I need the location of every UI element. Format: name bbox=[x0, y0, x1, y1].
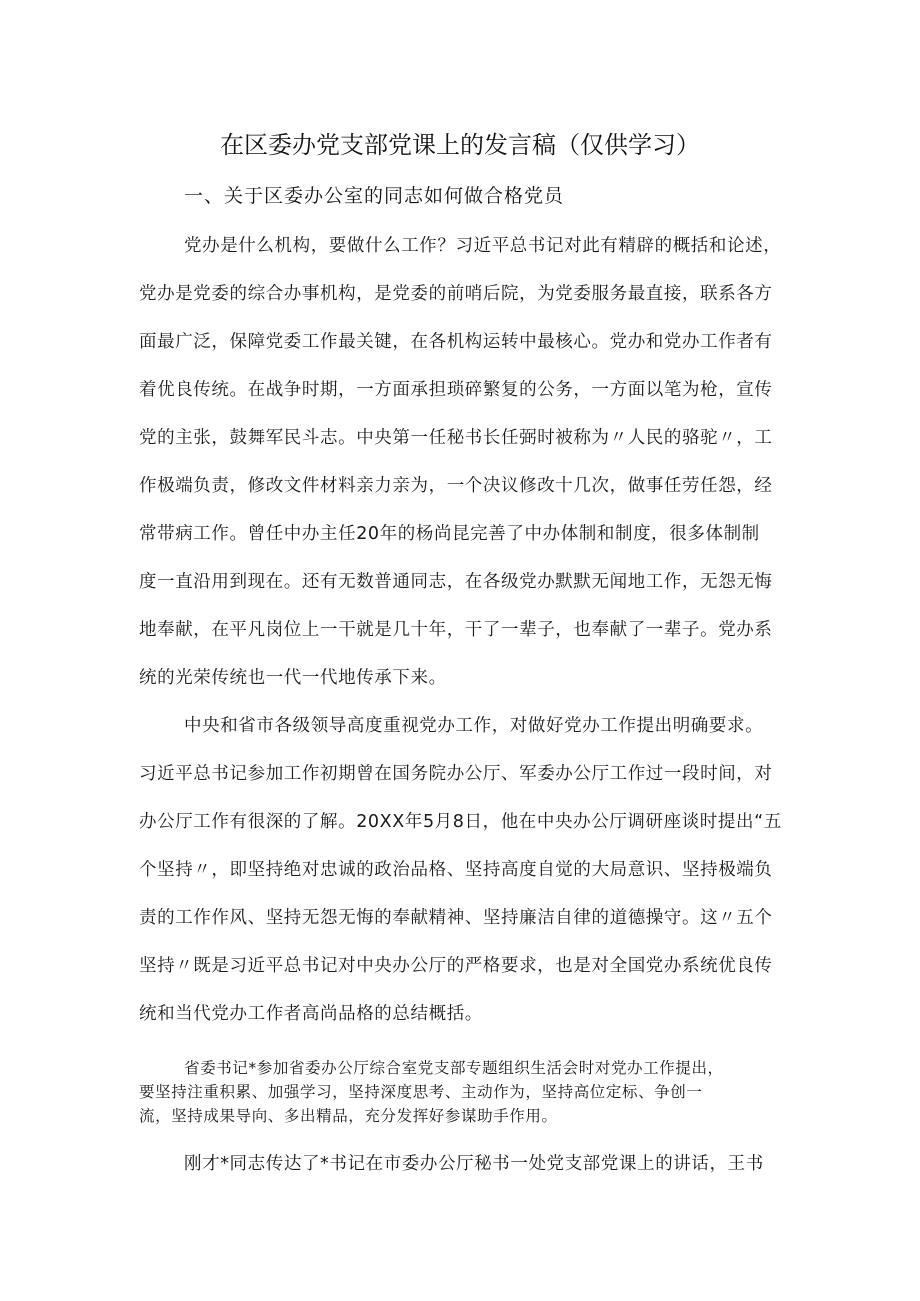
paragraph-2-line: 坚持〃既是习近平总书记对中央办公厅的严格要求，也是对全国党办系统优良传 bbox=[139, 956, 773, 976]
paragraph-1-line: 党办是什么机构，要做什么工作？习近平总书记对此有精辟的概括和论述， bbox=[184, 236, 782, 256]
paragraph-2-line: 个坚持〃，即坚持绝对忠诚的政治品格、坚持高度自觉的大局意识、坚持极端负 bbox=[139, 860, 773, 880]
paragraph-1-line: 作极端负责，修改文件材料亲力亲为，一个决议修改十几次，做事任劳任怨，经 bbox=[139, 476, 773, 496]
paragraph-1-line: 党的主张，鼓舞军民斗志。中央第一任秘书长任弼时被称为〃人民的骆驼〃，工 bbox=[139, 428, 773, 448]
paragraph-3-line: 流，坚持成果导向、多出精品，充分发挥好参谋助手作用。 bbox=[139, 1107, 558, 1125]
document-title: 在区委办党支部党课上的发言稿（仅供学习） bbox=[220, 131, 700, 159]
paragraph-2-line: 责的工作作风、坚持无怨无悔的奉献精神、坚持廉洁自律的道德操守。这〃五个 bbox=[139, 908, 773, 928]
paragraph-4-line: 刚才*同志传达了*书记在市委办公厅秘书一处党支部党课上的讲话，王书 bbox=[184, 1154, 764, 1174]
paragraph-1-line: 地奉献，在平凡岗位上一干就是几十年，干了一辈子，也奉献了一辈子。党办系 bbox=[139, 620, 773, 640]
paragraph-1-line: 度一直沿用到现在。还有无数普通同志，在各级党办默默无闻地工作，无怨无悔 bbox=[139, 572, 773, 592]
paragraph-2-line: 中央和省市各级领导高度重视党办工作，对做好党办工作提出明确要求。 bbox=[184, 716, 764, 736]
paragraph-1-line: 面最广泛，保障党委工作最关键，在各机构运转中最核心。党办和党办工作者有 bbox=[139, 332, 773, 352]
paragraph-1-line: 常带病工作。曾任中办主任20年的杨尚昆完善了中办体制和制度，很多体制制 bbox=[139, 524, 760, 544]
paragraph-3-line: 要坚持注重积累、加强学习，坚持深度思考、主动作为，坚持高位定标、争创一 bbox=[139, 1083, 703, 1101]
paragraph-2-line: 统和当代党办工作者高尚品格的总结概括。 bbox=[139, 1004, 483, 1024]
paragraph-1-line: 党办是党委的综合办事机构，是党委的前哨后院，为党委服务最直接，联系各方 bbox=[139, 284, 773, 304]
paragraph-1-line: 统的光荣传统也一代一代地传承下来。 bbox=[139, 668, 447, 688]
section-heading: 一、关于区委办公室的同志如何做合格党员 bbox=[184, 185, 565, 207]
paragraph-3-line: 省委书记*参加省委办公厅综合室党支部专题组织生活会时对党办工作提出， bbox=[184, 1059, 724, 1077]
paragraph-1-line: 着优良传统。在战争时期，一方面承担琐碎繁复的公务，一方面以笔为枪，宣传 bbox=[139, 380, 773, 400]
paragraph-2-line: 办公厅工作有很深的了解。20XX年5月8日，他在中央办公厅调研座谈时提出“五 bbox=[139, 812, 782, 832]
paragraph-2-line: 习近平总书记参加工作初期曾在国务院办公厅、军委办公厅工作过一段时间，对 bbox=[139, 764, 773, 784]
